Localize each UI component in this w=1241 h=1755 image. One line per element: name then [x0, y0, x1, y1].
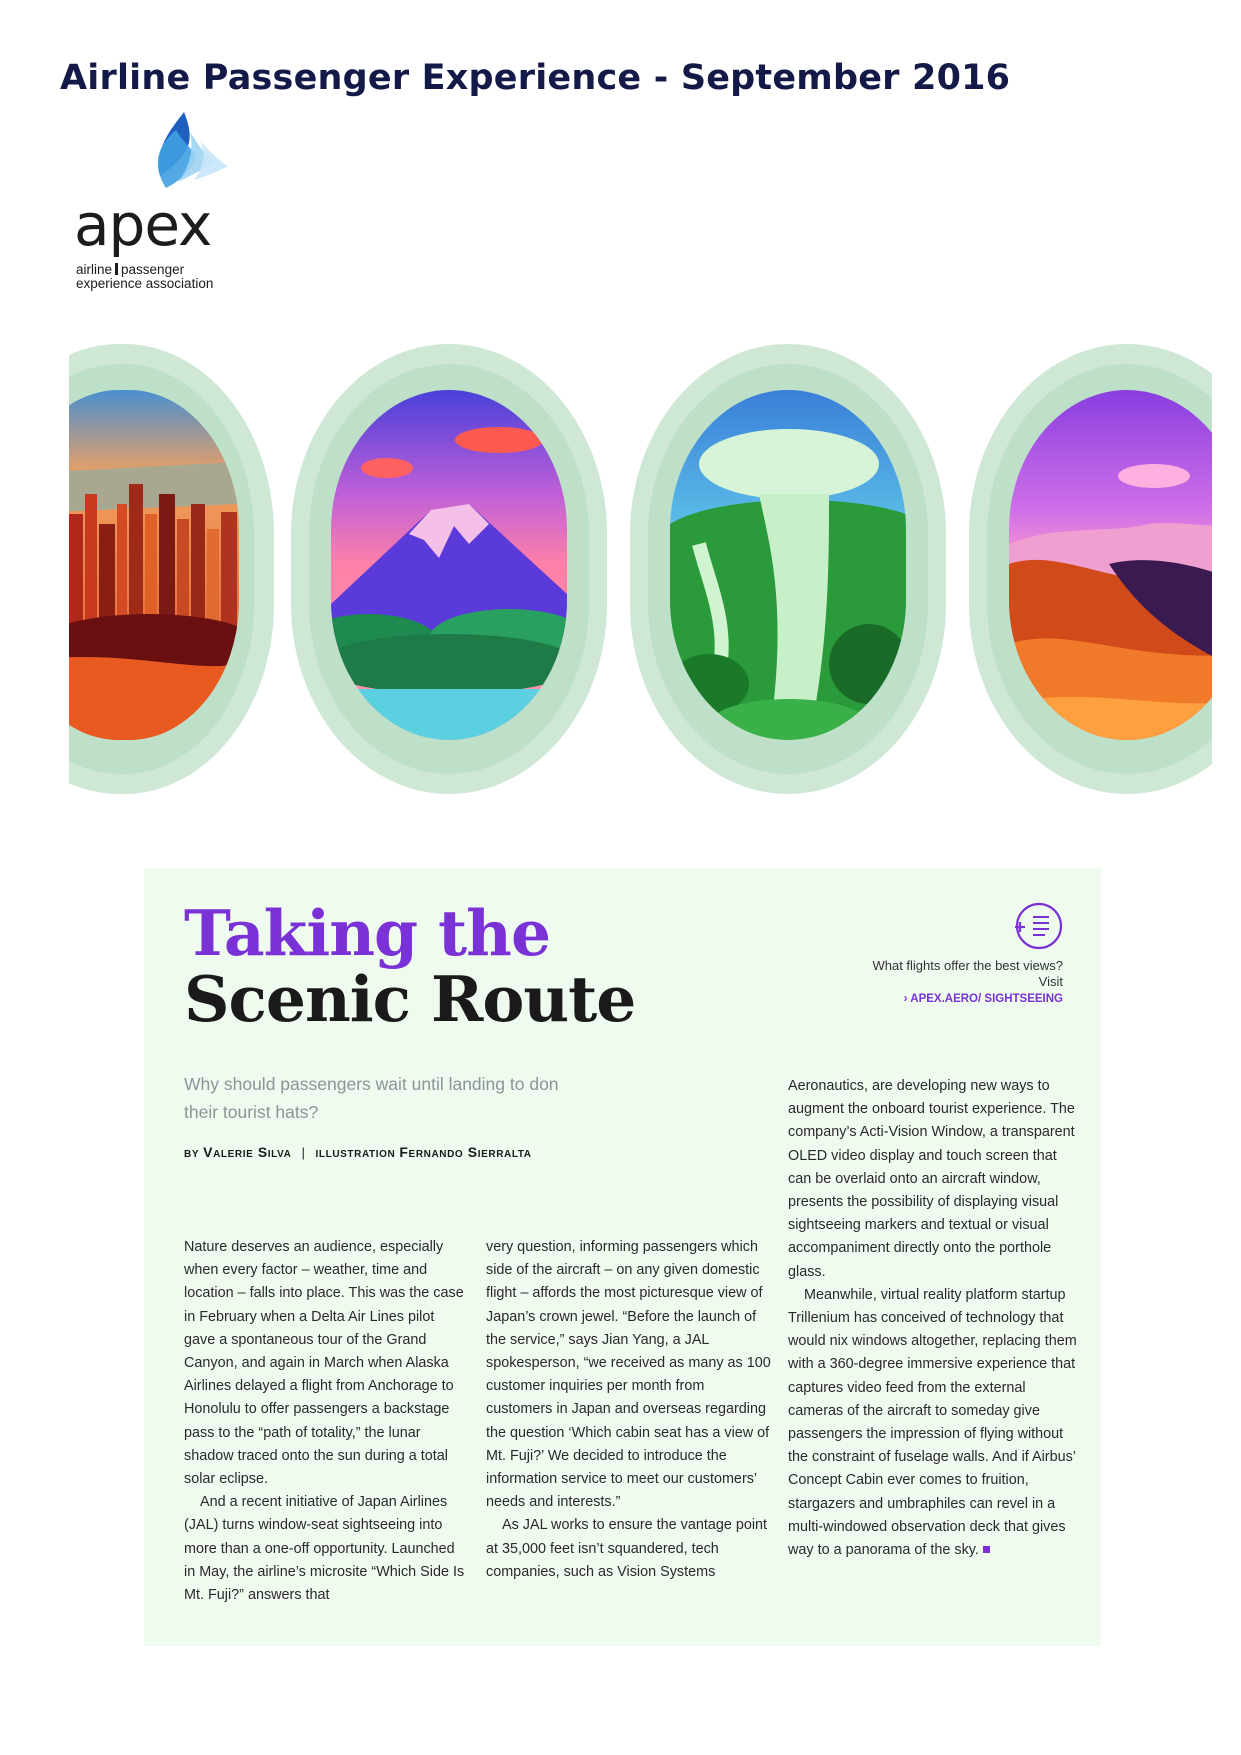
mount-fuji-window [291, 344, 607, 794]
sidebar-note-link[interactable]: › APEX.AERO/ SIGHTSEEING [903, 993, 1063, 1005]
apex-logo [72, 110, 262, 295]
body-column-3 [788, 1075, 1078, 1562]
body-column-2 [486, 1236, 771, 1584]
body-paragraph: very question, informing passengers which side of the aircraft – on any given domestic flight – affords the most picturesque view of Japan’s crown jewel. “Before the launch of the service,” says Jian Yang, a JAL spokesperson, “we received as many as 100 customer inquiries per month from customers in Japan and overseas regarding the question ‘Which cabin seat has a view of Mt. Fuji?’ We decided to introduce the information service to meet our customers’ needs and interests.” [486, 1239, 771, 1511]
body-paragraph: Aeronautics, are developing new ways to augment the onboard tourist experience. The company’s Acti-Vision Window, a transparent OLED video display and touch screen that can be overlaid onto an aircraft window, presents the possibility of displaying visual sightseeing markers and textual or visual accompaniment directly onto the porthole glass. [788, 1078, 1075, 1280]
sidebar-note-text: What flights offer the best views? Visit [872, 958, 1063, 989]
page-header-title: Airline Passenger Experience - September 2016 [60, 58, 1011, 98]
body-paragraph: And a recent initiative of Japan Airlines (JAL) turns window-seat sightseeing into more than a one-off opportunity. Launched in May, the airline’s microsite “Which Side Is Mt. Fuji?” answers that [184, 1494, 465, 1604]
byline-author: Valerie Silva [203, 1144, 292, 1160]
byline-by: by [184, 1144, 200, 1160]
tagline-part-c: experience association [76, 276, 214, 291]
plus-list-icon [1011, 900, 1063, 952]
byline-illustration-label: illustration [315, 1144, 396, 1160]
tagline-part-a: airline [76, 262, 113, 277]
apex-tagline [76, 263, 213, 291]
body-paragraph: As JAL works to ensure the vantage point at 35,000 feet isn’t squandered, tech companies, such as Vision Systems [486, 1517, 768, 1580]
title-line-2: Scenic Route [184, 962, 636, 1036]
body-paragraph-text: Meanwhile, virtual reality platform startup Trillenium has conceived of technology that would nix windows altogether, replacing them with a 360-degree immersive experience that captures video feed from the external cameras of the aircraft to someday give passengers the impression of flying without the constraint of fuselage walls. And if Airbus’ Concept Cabin ever comes to fruition, stargazers and umbraphiles can revel in a multi-windowed observation deck that gives way to a panorama of the sky. [788, 1286, 1077, 1559]
airplane-windows-illustration [69, 344, 1212, 794]
apex-wordmark: apex [74, 191, 212, 259]
title-line-1: Taking the [184, 896, 551, 970]
body-column-1 [184, 1236, 469, 1607]
end-of-article-mark [983, 1546, 990, 1553]
desert-dunes-window [969, 344, 1212, 794]
tagline-part-b: passenger [121, 262, 185, 277]
article-byline [184, 1144, 532, 1160]
article-title [184, 896, 636, 1036]
byline-separator: | [301, 1146, 306, 1160]
sidebar-note [863, 900, 1063, 1006]
apex-logo-sail-icon [72, 110, 262, 200]
waterfall-window [630, 344, 946, 794]
byline-illustrator: Fernando Sierralta [399, 1144, 532, 1160]
article-dek: Why should passengers wait until landing to don their tourist hats? [184, 1074, 559, 1122]
body-paragraph: Nature deserves an audience, especially when every factor – weather, time and location – falls into place. This was the case in February when a Delta Air Lines pilot gave a spontaneous tour of the Grand Canyon, and again in March when Alaska Airlines delayed a flight from Anchorage to Honolulu to offer passengers a backstage pass to the “path of totality,” the lunar shadow traced onto the sun during a total solar eclipse. [184, 1239, 464, 1488]
body-paragraph [788, 1284, 1078, 1562]
city-skyline-window [69, 344, 274, 794]
